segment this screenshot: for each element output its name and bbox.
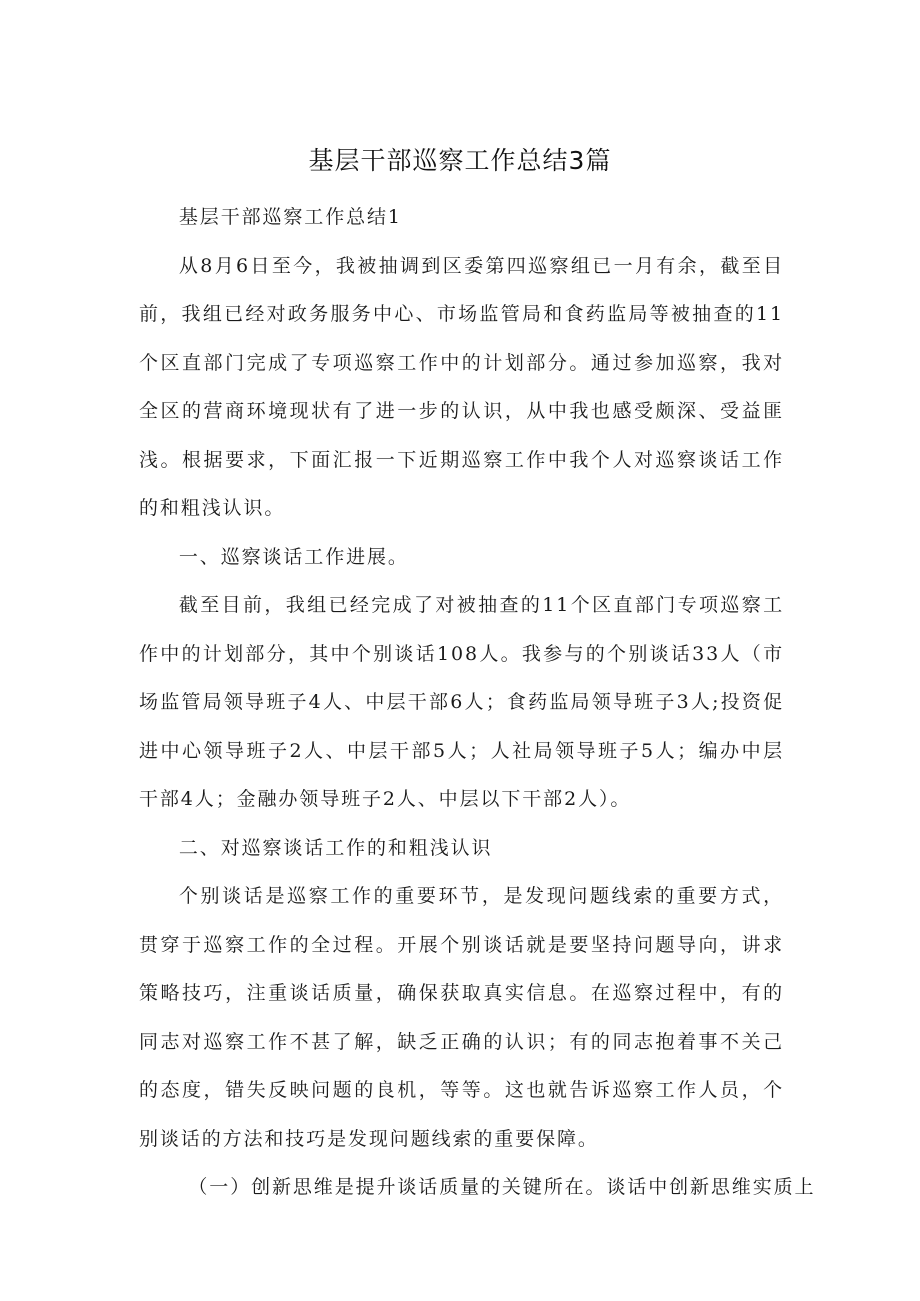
- paragraph-subitem-1: （一）创新思维是提升谈话质量的关键所在。谈话中创新思维实质上: [188, 1176, 816, 1198]
- section-subtitle: 基层干部巡察工作总结1: [178, 206, 402, 228]
- document-title: 基层干部巡察工作总结3篇: [308, 146, 612, 175]
- paragraph-intro: 从8月6日至今，我被抽调到区委第四巡察组已一月有余，截至目前，我组已经对政务服务中心、市场监管局和食药监局等被抽查的11个区直部门完成了专项巡察工作中的计划部分。通过参加巡察，我对全区的营商环境现状有了进一步的认识，从中我也感受颇深、受益匪浅。根据要求，下面汇报一下近期巡察工作中我个人对巡察谈话工作的和粗浅认识。: [139, 254, 784, 519]
- paragraph-understanding: 个别谈话是巡察工作的重要环节，是发现问题线索的重要方式，贯穿于巡察工作的全过程。开展个别谈话就是要坚持问题导向，讲求策略技巧，注重谈话质量，确保获取真实信息。在巡察过程中，有的同志对巡察工作不甚了解，缺乏正确的认识；有的同志抱着事不关己的态度，错失反映问题的良机，等等。这也就告诉巡察工作人员，个别谈话的方法和技巧是发现问题线索的重要保障。: [139, 885, 784, 1150]
- document-body: [139, 193, 816, 1212]
- section-heading-1: 一、巡察谈话工作进展。: [178, 545, 409, 568]
- paragraph-progress: 截至目前，我组已经完成了对被抽查的11个区直部门专项巡察工作中的计划部分，其中个别谈话108人。我参与的个别谈话33人（市场监管局领导班子4人、中层干部6人；食药监局领导班子3人;投资促进中心领导班子2人、中层干部5人；人社局领导班子5人；编办中层干部4人；金融办领导班子2人、中层以下干部2人）。: [139, 594, 784, 810]
- section-heading-2: 二、对巡察谈话工作的和粗浅认识: [178, 836, 493, 859]
